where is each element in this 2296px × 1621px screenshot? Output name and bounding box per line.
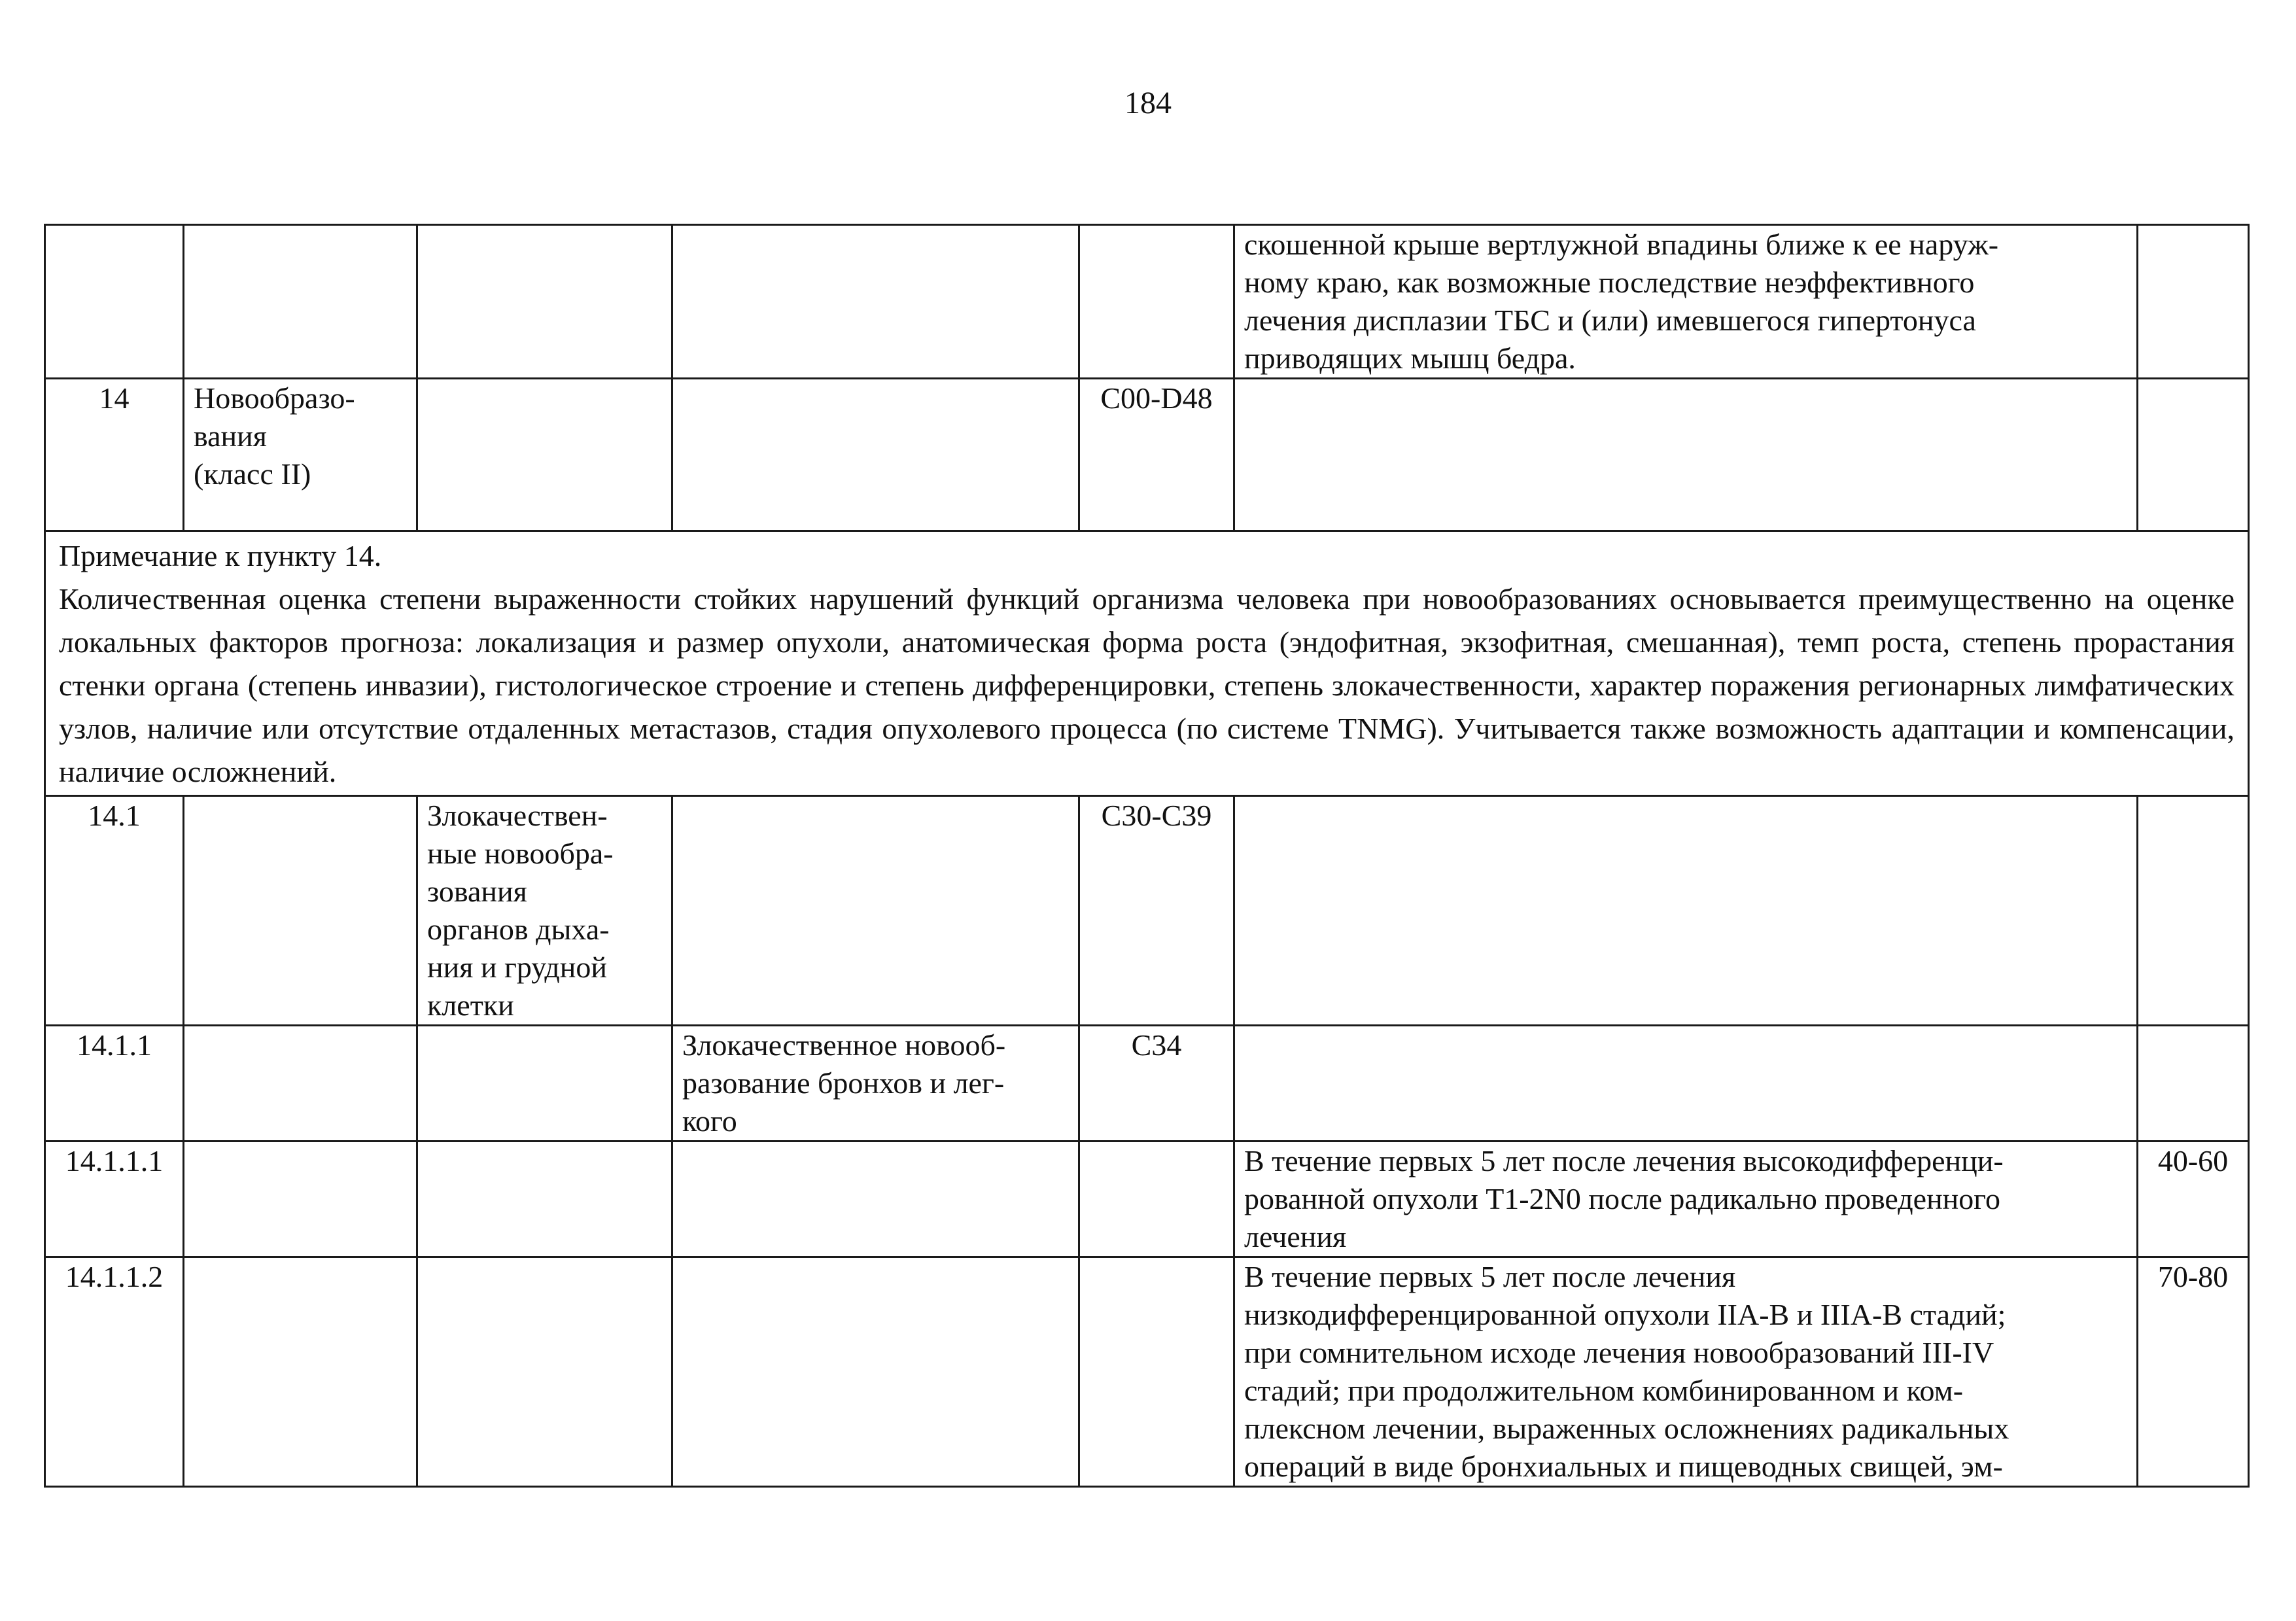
cell-text-line: органов дыха- xyxy=(427,913,610,946)
disease-class-cell xyxy=(184,796,417,1026)
disease-group-cell xyxy=(417,796,672,1026)
table-row xyxy=(45,379,2249,531)
table-row xyxy=(45,1026,2249,1142)
cell-text-line: зования xyxy=(427,875,527,908)
description-cell xyxy=(1234,379,2138,531)
cell-text-line: В течение первых 5 лет после лечения xyxy=(1244,1260,1736,1293)
disease-class-cell xyxy=(184,1142,417,1257)
cell-text-line: плексном лечении, выраженных осложнениях радикальных xyxy=(1244,1412,2009,1445)
disease-name-cell xyxy=(672,1142,1079,1257)
disease-group-cell xyxy=(417,225,672,379)
icd-code-cell: C34 xyxy=(1079,1026,1234,1142)
item-number-cell: 14 xyxy=(45,379,184,531)
description-cell xyxy=(1234,1142,2138,1257)
cell-text-line: операций в виде бронхиальных и пищеводных свищей, эм- xyxy=(1244,1450,2003,1483)
score-cell xyxy=(2138,379,2249,531)
note-cell xyxy=(45,531,2249,796)
cell-text-line: вания xyxy=(194,419,267,453)
cell-text-line: стадий; при продолжительном комбинированном и ком- xyxy=(1244,1374,1964,1407)
cell-text-line: Злокачественное новооб- xyxy=(682,1028,1006,1062)
page-number: 184 xyxy=(1124,86,1172,120)
table-row xyxy=(45,796,2249,1026)
disease-class-cell xyxy=(184,379,417,531)
disease-name-cell xyxy=(672,796,1079,1026)
cell-text-line: Злокачествен- xyxy=(427,799,608,832)
cell-text-line: рованной опухоли T1-2N0 после радикально проведенного xyxy=(1244,1182,2001,1215)
disability-criteria-table xyxy=(44,224,2250,1488)
description-cell xyxy=(1234,225,2138,379)
table-row xyxy=(45,1257,2249,1487)
cell-text-line: низкодифференцированной опухоли IIA-B и IIIA-B стадий; xyxy=(1244,1298,2006,1331)
disease-name-cell xyxy=(672,1026,1079,1142)
disease-class-cell xyxy=(184,225,417,379)
cell-text-line: скошенной крыше вертлужной впадины ближе к ее наруж- xyxy=(1244,228,1999,261)
disease-group-cell xyxy=(417,1026,672,1142)
cell-text-line: приводящих мышц бедра. xyxy=(1244,341,1576,375)
cell-text-line: В течение первых 5 лет после лечения высокодифференци- xyxy=(1244,1144,2004,1177)
item-number-cell: 14.1.1.2 xyxy=(45,1257,184,1487)
item-number-cell: 14.1.1 xyxy=(45,1026,184,1142)
disease-name-cell xyxy=(672,225,1079,379)
icd-code-cell xyxy=(1079,1257,1234,1487)
score-cell: 40-60 xyxy=(2138,1142,2249,1257)
item-number-cell: 14.1 xyxy=(45,796,184,1026)
note-row xyxy=(45,531,2249,796)
disease-name-cell xyxy=(672,1257,1079,1487)
cell-text-line: клетки xyxy=(427,988,514,1022)
icd-code-cell xyxy=(1079,225,1234,379)
cell-text-line: кого xyxy=(682,1104,737,1138)
score-cell: 70-80 xyxy=(2138,1257,2249,1487)
cell-text-line: разование бронхов и лег- xyxy=(682,1066,1005,1100)
icd-code-cell: C00-D48 xyxy=(1079,379,1234,531)
item-number-cell: 14.1.1.1 xyxy=(45,1142,184,1257)
note-text: Количественная оценка степени выраженности стойких нарушений функций организма человека при новообразованиях основывается преимущественно на оценке локальных факторов прогноза: локализация и размер опухоли, анатомическая форма роста (эндофитная, экзофитная, смешанная), темп роста, степень прорастания стенки органа (степень инвазии), гистологическое строение и степень дифференцировки, степень злокачественности, характер поражения регионарных лимфатических узлов, наличие или отсутствие отдаленных метастазов, стадия опухолевого процесса (по системе TNMG). Учитывается также возможность адаптации и компенсации, наличие осложнений. xyxy=(59,582,2235,788)
table-row xyxy=(45,1142,2249,1257)
item-number-cell xyxy=(45,225,184,379)
table-row xyxy=(45,225,2249,379)
disease-group-cell xyxy=(417,1257,672,1487)
score-cell xyxy=(2138,796,2249,1026)
icd-code-cell xyxy=(1079,1142,1234,1257)
description-cell xyxy=(1234,796,2138,1026)
cell-text-line: лечения дисплазии ТБС и (или) имевшегося гипертонуса xyxy=(1244,304,1976,337)
cell-text-line: при сомнительном исходе лечения новообразований III-IV xyxy=(1244,1336,1994,1369)
cell-text-line: Новообразо- xyxy=(194,381,355,415)
disease-name-cell xyxy=(672,379,1079,531)
cell-text-line: ные новообра- xyxy=(427,837,614,870)
description-cell xyxy=(1234,1257,2138,1487)
cell-text-line: ному краю, как возможные последствие неэффективного xyxy=(1244,266,1975,299)
cell-text-line: лечения xyxy=(1244,1220,1347,1253)
disease-class-cell xyxy=(184,1257,417,1487)
cell-text-line: (класс II) xyxy=(194,457,311,491)
disease-group-cell xyxy=(417,1142,672,1257)
icd-code-cell: C30-C39 xyxy=(1079,796,1234,1026)
disease-class-cell xyxy=(184,1026,417,1142)
note-title: Примечание к пункту 14. xyxy=(59,539,382,572)
description-cell xyxy=(1234,1026,2138,1142)
disease-group-cell xyxy=(417,379,672,531)
score-cell xyxy=(2138,225,2249,379)
score-cell xyxy=(2138,1026,2249,1142)
cell-text-line: ния и грудной xyxy=(427,950,608,984)
